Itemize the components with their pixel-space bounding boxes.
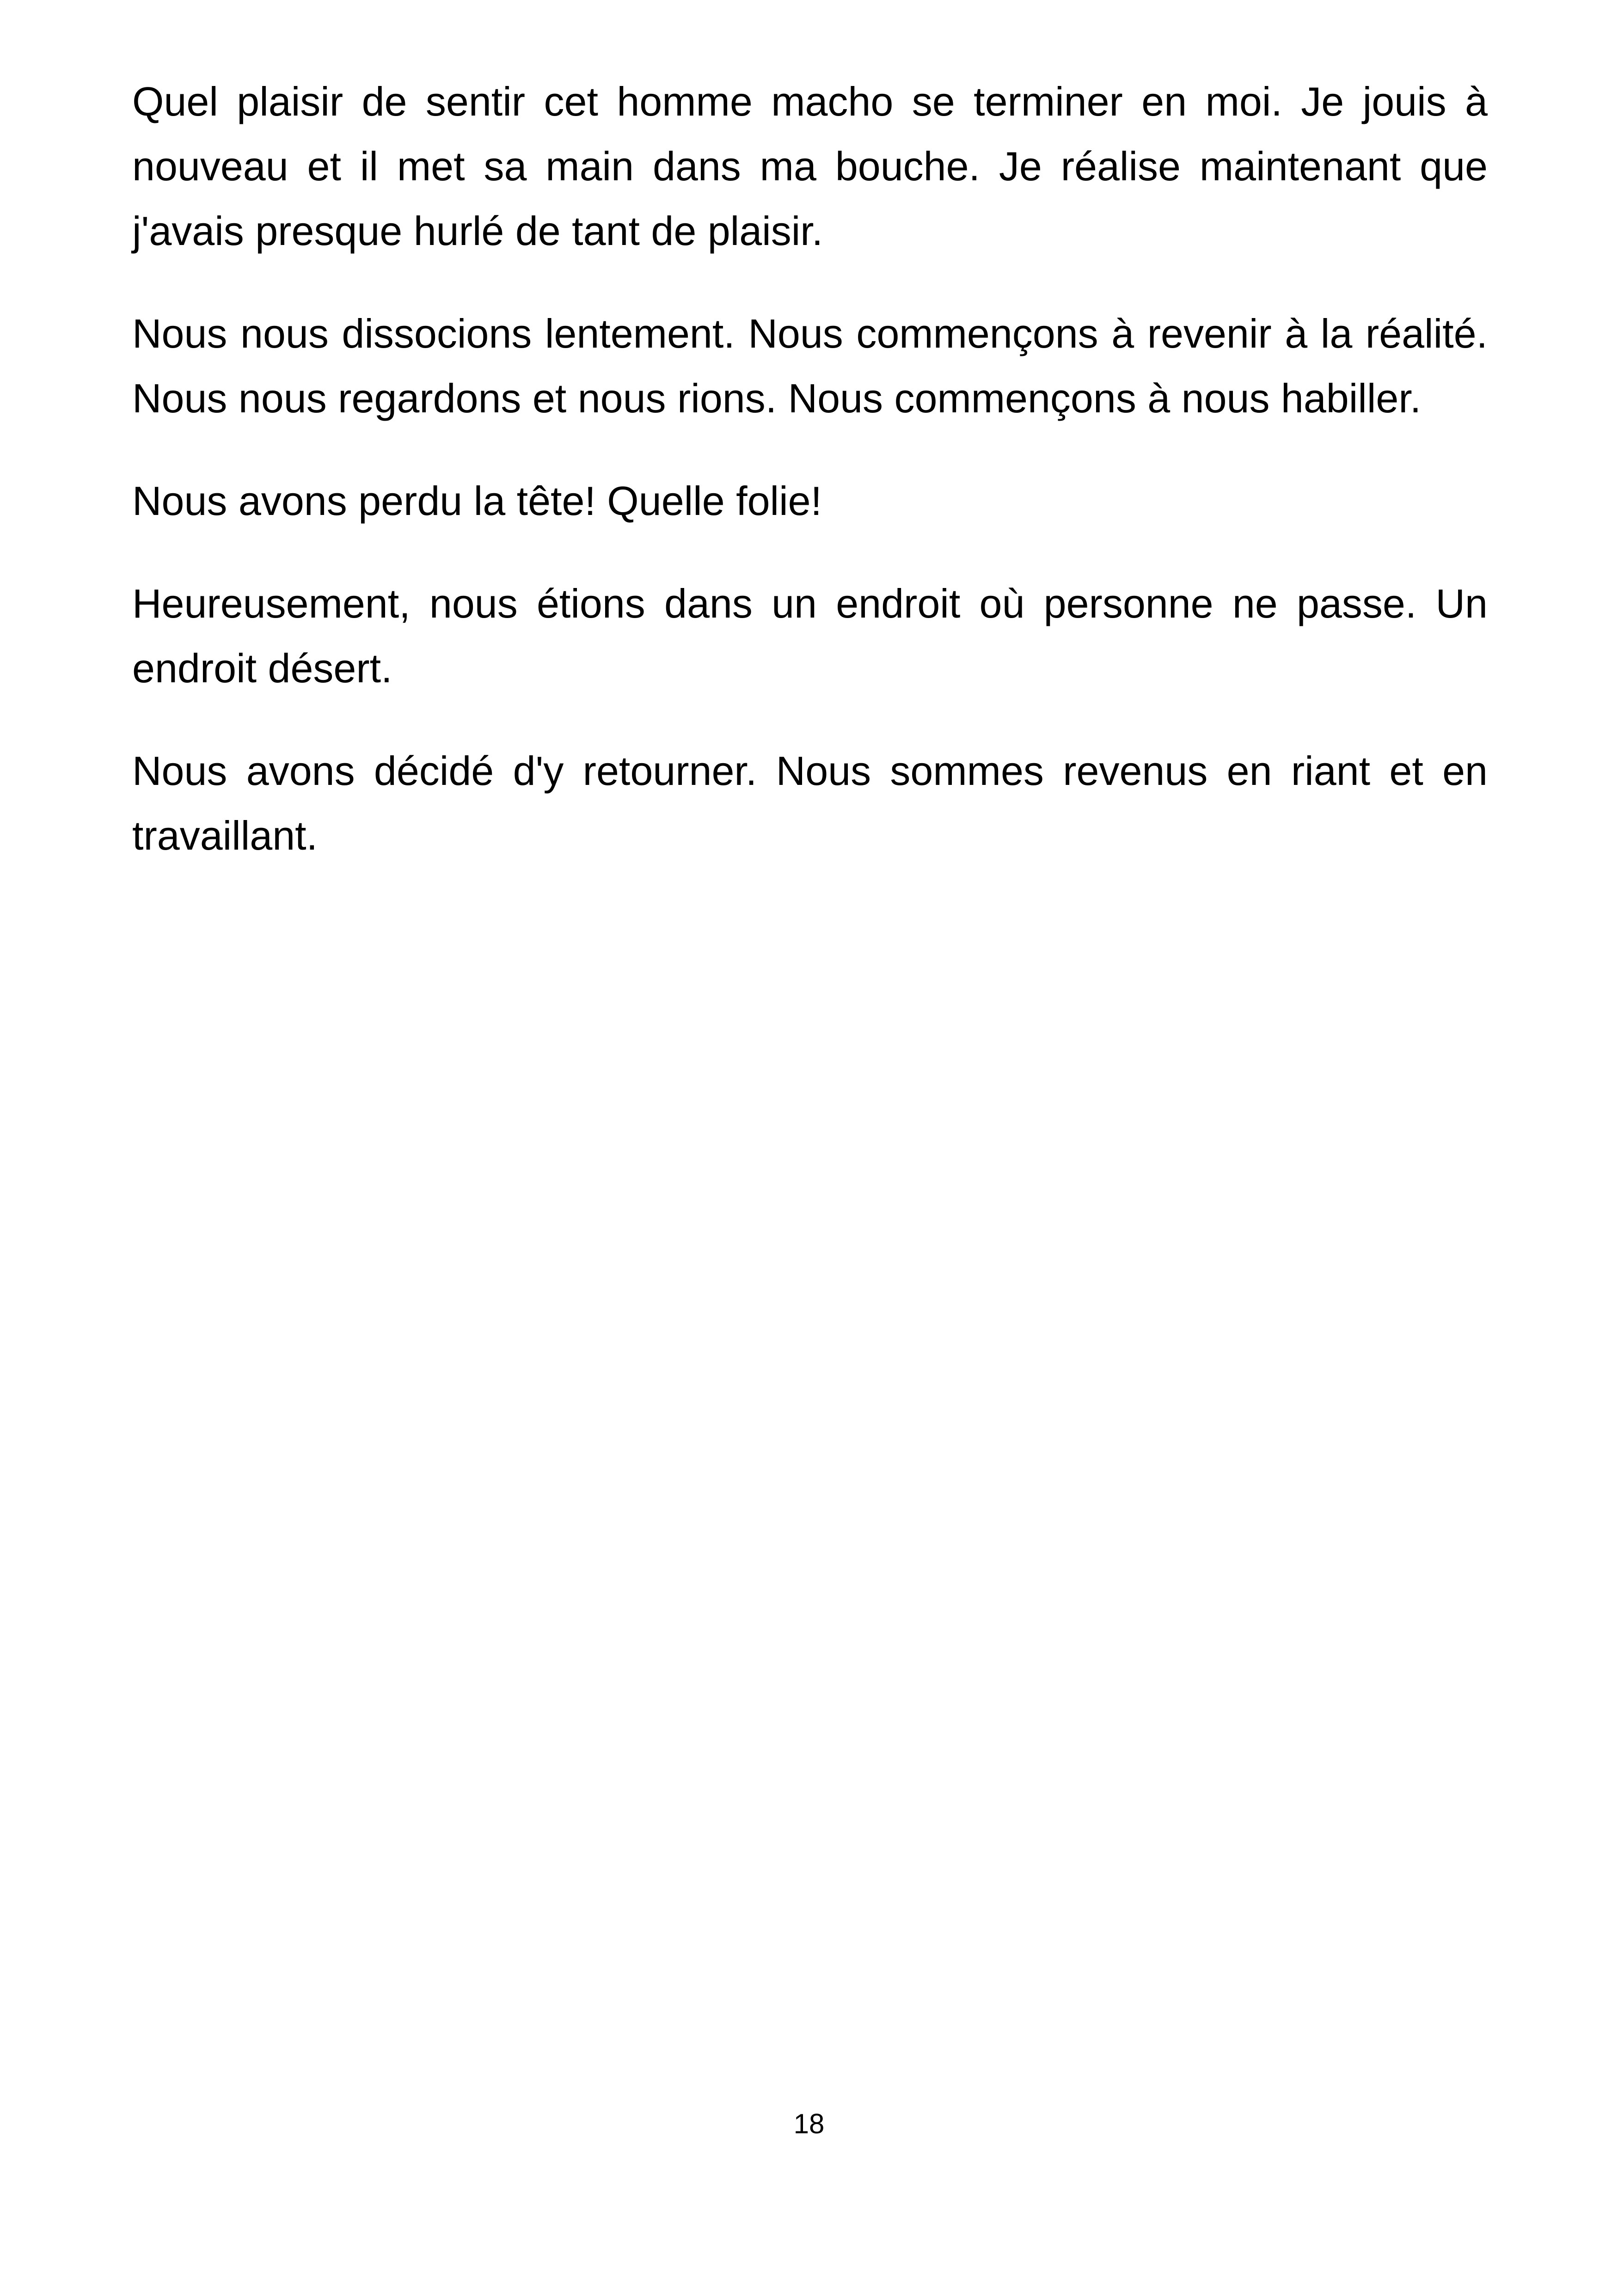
paragraph: Nous avons perdu la tête! Quelle folie! — [132, 478, 822, 524]
paragraph: Nous nous dissocions lentement. Nous commençons à revenir à la réalité. Nous nous regardons et nous rions. Nous commençons à nous habiller. — [132, 311, 1488, 421]
paragraph: Quel plaisir de sentir cet homme macho se terminer en moi. Je jouis à nouveau et il met sa main dans ma bouche. Je réalise maintenant que j'avais presque hurlé de tant de plaisir. — [132, 79, 1488, 254]
body-text — [132, 69, 1488, 906]
paragraph: Nous avons décidé d'y retourner. Nous sommes revenus en riant et en travaillant. — [132, 748, 1488, 858]
page-number: 18 — [793, 2108, 825, 2139]
paragraph: Heureusement, nous étions dans un endroit où personne ne passe. Un endroit désert. — [132, 581, 1488, 691]
